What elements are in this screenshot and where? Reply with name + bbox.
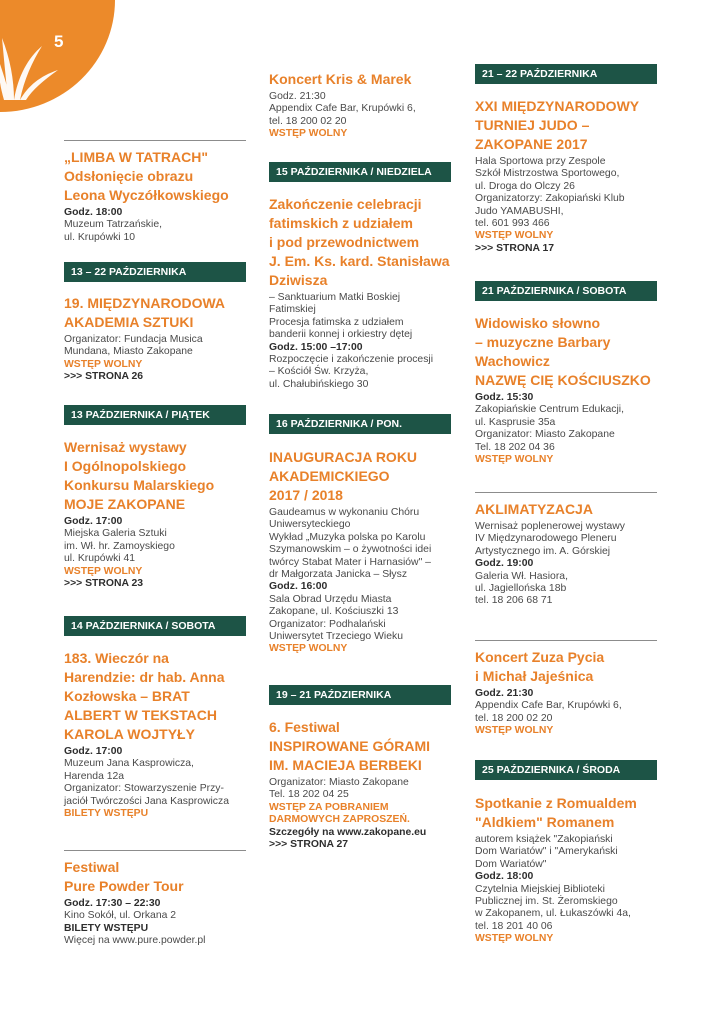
event-akademia bbox=[64, 294, 246, 384]
page-number: 5 bbox=[54, 32, 64, 51]
event-details bbox=[64, 334, 246, 384]
detail-line: ul. Kasprusie 35a bbox=[475, 416, 556, 428]
event-inspirowane bbox=[269, 718, 451, 851]
event-details bbox=[64, 516, 246, 590]
title-line: Festiwal bbox=[64, 859, 120, 875]
title-line: Odsłonięcie obrazu bbox=[64, 168, 194, 184]
title-line: 19. MIĘDZYNARODOWA bbox=[64, 295, 226, 311]
detail-line: ul. Chałubińskiego 30 bbox=[269, 378, 369, 390]
title-line: Kozłowska – BRAT bbox=[64, 688, 190, 704]
detail-line: Godz. 15:00 –17:00 bbox=[269, 341, 363, 353]
entry-info: WSTĘP WOLNY bbox=[475, 230, 554, 242]
detail-line: Organizator: Miasto Zakopane bbox=[475, 429, 615, 441]
title-line: i Michał Jajeśnica bbox=[475, 668, 594, 684]
event-details bbox=[64, 207, 246, 244]
event-inauguracja bbox=[269, 448, 451, 656]
divider bbox=[64, 140, 246, 141]
title-line: AKADEMICKIEGO bbox=[269, 468, 390, 484]
title-line: AKADEMIA SZTUKI bbox=[64, 314, 194, 330]
title-line: TURNIEJ JUDO – bbox=[475, 117, 590, 133]
date-band: 25 PAŹDZIERNIKA / ŚRODA bbox=[475, 760, 657, 780]
leaf-logo-corner bbox=[0, 0, 115, 112]
entry-info: WSTĘP WOLNY bbox=[269, 643, 348, 655]
date-band: 21 – 22 PAŹDZIERNIKA bbox=[475, 64, 657, 84]
event-title bbox=[269, 195, 451, 290]
title-line: 6. Festiwal bbox=[269, 719, 340, 735]
detail-line: Uniwersyteckiego bbox=[269, 519, 351, 531]
title-line: IM. MACIEJA BERBEKI bbox=[269, 757, 422, 773]
detail-line: Uniwersytet Trzeciego Wieku bbox=[269, 631, 403, 643]
detail-line: Tel. 18 202 04 25 bbox=[269, 789, 349, 801]
detail-line: Kino Sokół, ul. Orkana 2 bbox=[64, 910, 177, 922]
detail-line: Czytelnia Miejskiej Biblioteki bbox=[475, 883, 605, 895]
detail-line: – Sanktuarium Matki Boskiej bbox=[269, 292, 401, 303]
detail-line: im. Wł. hr. Zamoyskiego bbox=[64, 540, 175, 552]
event-aklimatyzacja bbox=[475, 492, 657, 608]
website-link[interactable]: Więcej na www.pure.powder.pl bbox=[64, 935, 206, 947]
page-reference: >>> STRONA 27 bbox=[269, 839, 349, 851]
event-title bbox=[64, 438, 246, 514]
detail-line: Organizator: Podhalański bbox=[269, 618, 386, 630]
detail-line: Publicznej im. St. Żeromskiego bbox=[475, 896, 618, 908]
title-line: NAZWĘ CIĘ KOŚCIUSZKO bbox=[475, 372, 651, 388]
detail-line: Sala Obrad Urzędu Miasta bbox=[269, 593, 392, 605]
date-band: 21 PAŹDZIERNIKA / SOBOTA bbox=[475, 281, 657, 301]
date-band: 16 PAŹDZIERNIKA / PON. bbox=[269, 414, 451, 434]
detail-line: IV Międzynarodowego Pleneru bbox=[475, 533, 617, 545]
entry-info: WSTĘP WOLNY bbox=[269, 128, 348, 140]
event-harendzie bbox=[64, 649, 246, 820]
event-title bbox=[269, 718, 451, 775]
detail-line: Galeria Wł. Hasiora, bbox=[475, 570, 568, 582]
event-title bbox=[475, 314, 657, 390]
title-line: "Aldkiem" Romanem bbox=[475, 814, 615, 830]
detail-line: Godz. 19:00 bbox=[475, 558, 534, 570]
detail-line: tel. 601 993 466 bbox=[475, 218, 550, 230]
detail-line: Harenda 12a bbox=[64, 770, 125, 782]
date-band: 15 PAŹDZIERNIKA / NIEDZIELA bbox=[269, 162, 451, 182]
title-line: AKLIMATYZACJA bbox=[475, 501, 593, 517]
event-details bbox=[269, 292, 451, 391]
event-details bbox=[475, 392, 657, 466]
detail-line: – Kościół Św. Krzyża, bbox=[269, 366, 369, 378]
detail-line: Gaudeamus w wykonaniu Chóru bbox=[269, 507, 420, 518]
detail-line: ul. Jagiellońska 18b bbox=[475, 583, 567, 595]
detail-line: Organizatorzy: Zakopiański Klub bbox=[475, 193, 625, 205]
detail-line: Godz. 17:00 bbox=[64, 516, 123, 527]
detail-line: Dom Wariatów" i "Amerykański bbox=[475, 846, 618, 858]
title-line: Harendzie: dr hab. Anna bbox=[64, 669, 225, 685]
event-details bbox=[269, 91, 451, 141]
title-line: Wachowicz bbox=[475, 353, 550, 369]
event-details bbox=[269, 777, 451, 851]
entry-info: DARMOWYCH ZAPROSZEŃ. bbox=[269, 814, 410, 826]
detail-line: Muzeum Tatrzańskie, bbox=[64, 219, 162, 231]
detail-line: Appendix Cafe Bar, Krupówki 6, bbox=[475, 700, 622, 712]
detail-line: Miejska Galeria Sztuki bbox=[64, 528, 167, 540]
detail-line: Godz. 15:30 bbox=[475, 392, 534, 403]
event-festiwal bbox=[64, 850, 246, 948]
entry-info: WSTĘP ZA POBRANIEM bbox=[269, 801, 389, 813]
detail-line: dr Małgorzata Janicka – Słysz bbox=[269, 569, 408, 581]
page-reference: >>> STRONA 23 bbox=[64, 578, 144, 590]
detail-line: w Zakopanem, ul. Łukaszówki 4a, bbox=[475, 908, 631, 920]
detail-line: ul. Droga do Olczy 26 bbox=[475, 180, 575, 192]
date-band: 14 PAŹDZIERNIKA / SOBOTA bbox=[64, 616, 246, 636]
event-title bbox=[475, 794, 657, 832]
event-kris-marek bbox=[269, 70, 451, 141]
title-line: Wernisaż wystawy bbox=[64, 439, 187, 455]
detail-line: Muzeum Jana Kasprowicza, bbox=[64, 758, 194, 770]
event-details bbox=[475, 688, 657, 738]
detail-line: Zakopiańskie Centrum Edukacji, bbox=[475, 404, 625, 416]
detail-line: ul. Krupówki 10 bbox=[64, 231, 136, 243]
date-band: 13 PAŹDZIERNIKA / PIĄTEK bbox=[64, 405, 246, 425]
entry-info: WSTĘP WOLNY bbox=[64, 565, 143, 577]
event-title bbox=[475, 500, 657, 519]
website-link[interactable]: Szczegóły na www.zakopane.eu bbox=[269, 826, 427, 838]
title-line: MOJE ZAKOPANE bbox=[64, 496, 186, 512]
title-line: 2017 / 2018 bbox=[269, 487, 343, 503]
title-line: Widowisko słowno bbox=[475, 315, 601, 331]
title-line: i pod przewodnictwem bbox=[269, 234, 420, 250]
detail-line: Organizator: Stowarzyszenie Przy- bbox=[64, 783, 224, 795]
title-line: INAUGURACJA ROKU bbox=[269, 449, 418, 465]
detail-line: Godz. 17:00 bbox=[64, 746, 123, 757]
title-line: Koncert Kris & Marek bbox=[269, 71, 412, 87]
entry-info: WSTĘP WOLNY bbox=[475, 454, 554, 466]
event-wernisaz bbox=[64, 438, 246, 590]
date-band: 19 – 21 PAŹDZIERNIKA bbox=[269, 685, 451, 705]
event-title bbox=[269, 70, 451, 89]
detail-line: Szymanowskim – o żywotności idei bbox=[269, 544, 432, 556]
detail-line: Hala Sportowa przy Zespole bbox=[475, 156, 606, 167]
detail-line: Zakopane, ul. Kościuszki 13 bbox=[269, 606, 399, 618]
title-line: Spotkanie z Romualdem bbox=[475, 795, 637, 811]
detail-line: Artystycznego im. A. Górskiej bbox=[475, 545, 611, 557]
detail-line: Appendix Cafe Bar, Krupówki 6, bbox=[269, 103, 416, 115]
title-line: Koncert Zuza Pycia bbox=[475, 649, 605, 665]
title-line: J. Em. Ks. kard. Stanisława bbox=[269, 253, 450, 269]
detail-line: Godz. 17:30 – 22:30 bbox=[64, 898, 161, 909]
event-title bbox=[64, 294, 246, 332]
event-title bbox=[475, 97, 657, 154]
detail-line: ul. Krupówki 41 bbox=[64, 553, 136, 565]
title-line: „LIMBA W TATRACH" bbox=[64, 149, 209, 165]
detail-line: banderii konnej i orkiestry dętej bbox=[269, 329, 413, 341]
detail-line: tel. 18 201 40 06 bbox=[475, 920, 553, 932]
detail-line: Dom Wariatów" bbox=[475, 858, 547, 870]
title-line: ALBERT W TEKSTACH bbox=[64, 707, 217, 723]
detail-line: twórcy Stabat Mater i Harnasiów" – bbox=[269, 556, 431, 568]
detail-line: Organizator: Miasto Zakopane bbox=[269, 777, 409, 788]
detail-line: Tel. 18 202 04 36 bbox=[475, 441, 555, 453]
title-line: fatimskich z udziałem bbox=[269, 215, 413, 231]
event-title bbox=[475, 648, 657, 686]
title-line: – muzyczne Barbary bbox=[475, 334, 611, 350]
entry-info: BILETY WSTĘPU bbox=[64, 922, 149, 934]
page-reference: >>> STRONA 26 bbox=[64, 371, 144, 383]
event-title bbox=[64, 148, 246, 205]
detail-line: Godz. 21:30 bbox=[269, 91, 326, 102]
event-title bbox=[64, 649, 246, 744]
detail-line: Godz. 18:00 bbox=[64, 207, 123, 218]
event-details bbox=[64, 746, 246, 820]
event-fatima bbox=[269, 195, 451, 391]
event-details bbox=[475, 156, 657, 255]
detail-line: jaciół Twórczości Jana Kasprowicza bbox=[64, 795, 229, 807]
detail-line: tel. 18 200 02 20 bbox=[475, 712, 553, 724]
detail-line: tel. 18 206 68 71 bbox=[475, 595, 553, 607]
title-line: 183. Wieczór na bbox=[64, 650, 169, 666]
title-line: I Ogólnopolskiego bbox=[64, 458, 187, 474]
date-band: 13 – 22 PAŹDZIERNIKA bbox=[64, 262, 246, 282]
detail-line: Organizator: Fundacja Musica bbox=[64, 334, 203, 345]
event-spotkanie bbox=[475, 794, 657, 946]
divider bbox=[64, 850, 246, 851]
event-details bbox=[475, 521, 657, 608]
title-line: ZAKOPANE 2017 bbox=[475, 136, 588, 152]
detail-line: Wernisaż poplenerowej wystawy bbox=[475, 521, 625, 532]
entry-info: BILETY WSTĘPU bbox=[64, 808, 149, 820]
event-title bbox=[269, 448, 451, 505]
title-line: KAROLA WOJTYŁY bbox=[64, 726, 195, 742]
title-line: Leona Wyczółkowskiego bbox=[64, 187, 229, 203]
detail-line: Judo YAMABUSHI, bbox=[475, 205, 564, 217]
event-title bbox=[64, 858, 246, 896]
detail-line: Godz. 18:00 bbox=[475, 871, 534, 883]
event-limba bbox=[64, 140, 246, 244]
detail-line: Mundana, Miasto Zakopane bbox=[64, 346, 193, 358]
entry-info: WSTĘP WOLNY bbox=[475, 725, 554, 737]
event-details bbox=[475, 834, 657, 946]
event-zuza-pycia bbox=[475, 640, 657, 738]
page-reference: >>> STRONA 17 bbox=[475, 242, 555, 254]
entry-info: WSTĘP WOLNY bbox=[475, 933, 554, 945]
title-line: Zakończenie celebracji bbox=[269, 196, 422, 212]
detail-line: Procesja fatimska z udziałem bbox=[269, 316, 404, 328]
entry-info: WSTĘP WOLNY bbox=[64, 358, 143, 370]
title-line: Konkursu Malarskiego bbox=[64, 477, 215, 493]
title-line: XXI MIĘDZYNARODOWY bbox=[475, 98, 640, 114]
detail-line: Fatimskiej bbox=[269, 304, 316, 316]
detail-line: Wykład „Muzyka polska po Karolu bbox=[269, 531, 426, 543]
event-widowisko bbox=[475, 314, 657, 466]
divider bbox=[475, 492, 657, 493]
detail-line: Godz. 21:30 bbox=[475, 688, 534, 699]
detail-line: Godz. 16:00 bbox=[269, 581, 328, 593]
divider bbox=[475, 640, 657, 641]
event-judo bbox=[475, 97, 657, 255]
title-line: INSPIROWANE GÓRAMI bbox=[269, 738, 431, 754]
detail-line: Rozpoczęcie i zakończenie procesji bbox=[269, 354, 434, 366]
title-line: Dziwisza bbox=[269, 272, 328, 288]
event-details bbox=[269, 507, 451, 656]
detail-line: Szkół Mistrzostwa Sportowego, bbox=[475, 168, 620, 180]
detail-line: autorem książek "Zakopiański bbox=[475, 834, 613, 845]
event-details bbox=[64, 898, 246, 948]
title-line: Pure Powder Tour bbox=[64, 878, 184, 894]
detail-line: tel. 18 200 02 20 bbox=[269, 115, 347, 127]
